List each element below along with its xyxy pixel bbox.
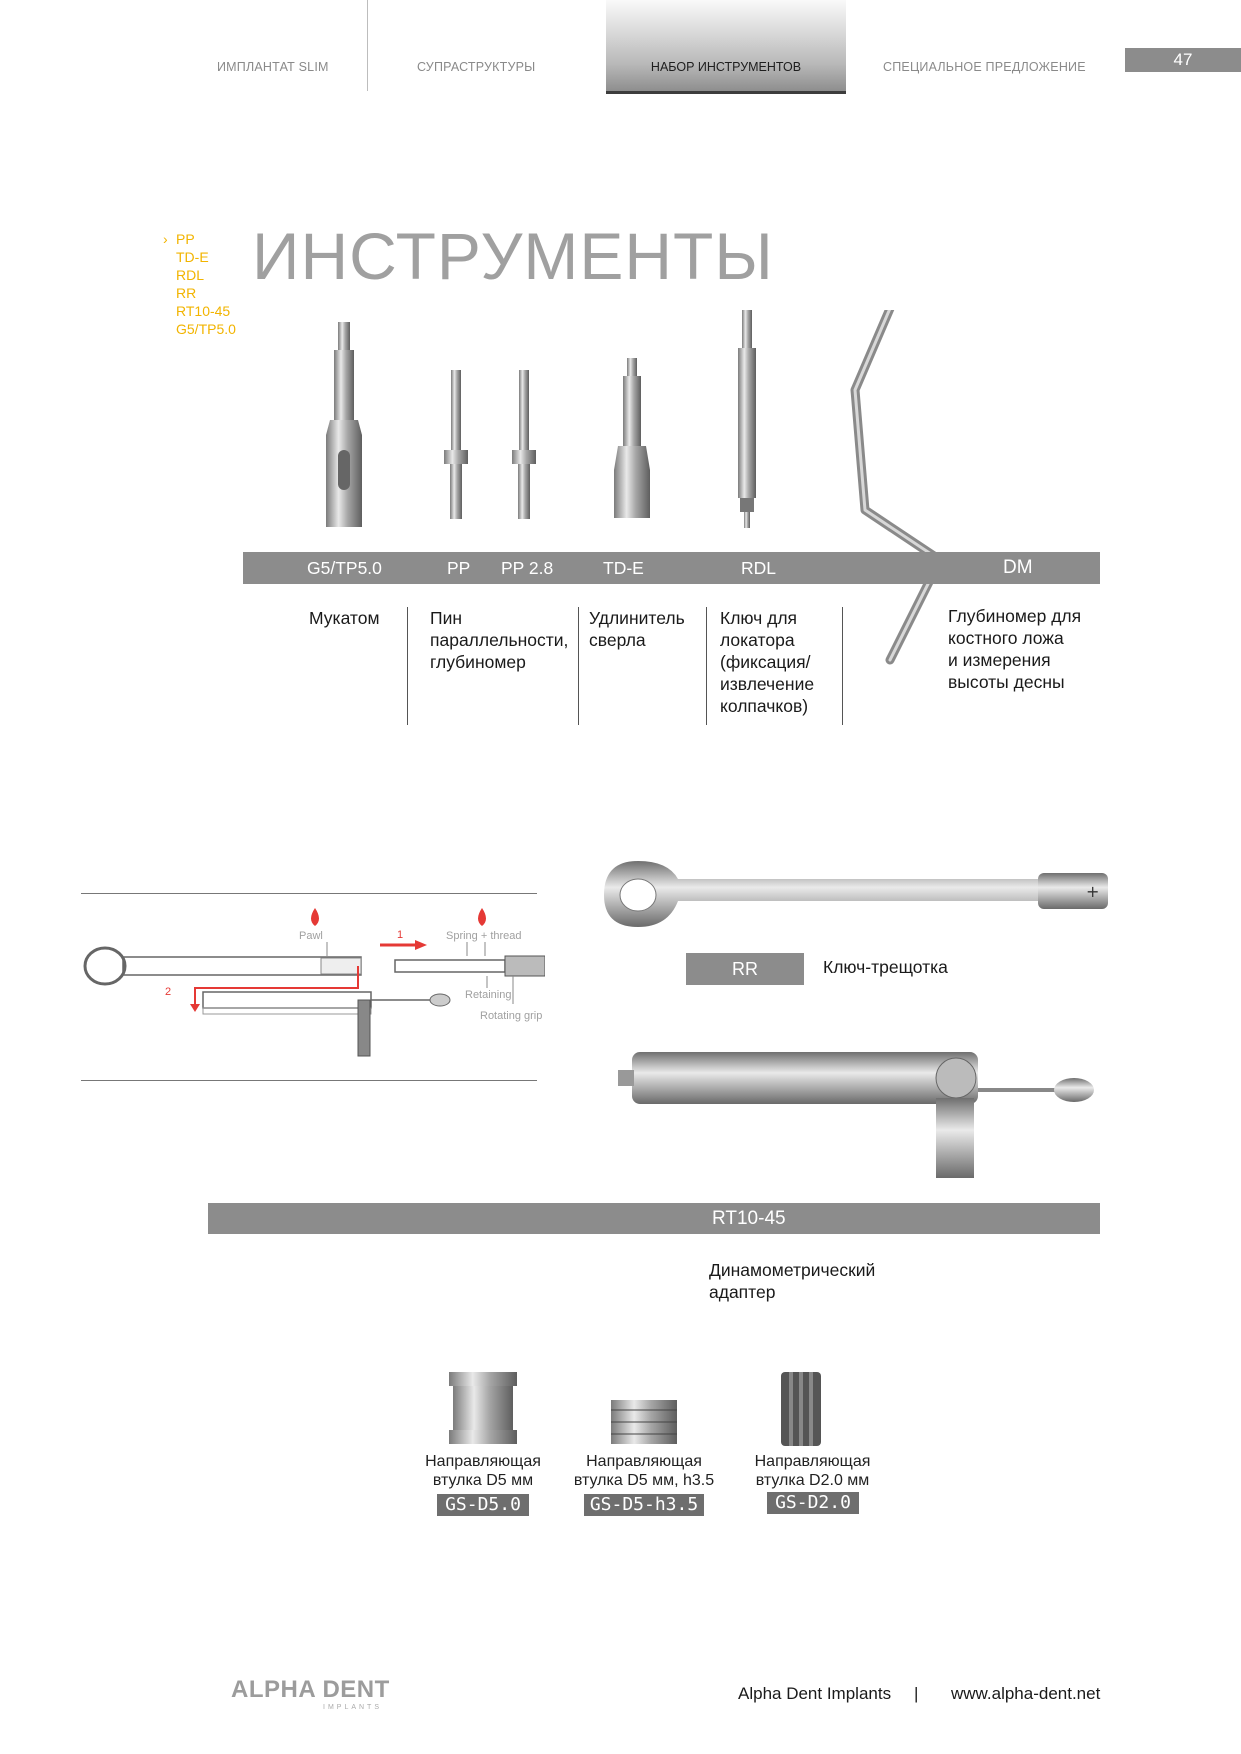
page-title: ИНСТРУМЕНТЫ [252,219,774,293]
code-index-item[interactable]: TD-E [176,249,209,265]
svg-text:+: + [1086,882,1100,901]
label-rotating-grip: Rotating grip [480,1010,543,1022]
description-rdl: Ключ для локатора (фиксация/ извлечение колпачков) [720,608,815,716]
label-step-1: 1 [397,929,404,941]
code-index-item[interactable]: G5/TP5.0 [176,321,236,337]
code-label-pp28: PP 2.8 [501,558,554,578]
sleeve-code: GS-D2.0 [767,1492,859,1514]
description-dm: Глубиномер для костного ложа и измерения высоты десны [948,606,1082,692]
code-label-rdl: RDL [741,558,777,578]
column-divider [706,607,707,725]
instrument-code-bar [243,552,1100,584]
ratchet-assembly-diagram [75,900,545,1075]
ratchet-name: Ключ-трещотка [823,957,948,977]
arrow-right-icon [415,940,427,950]
guide-sleeve-images [445,1370,825,1448]
footer-logo: ALPHA DENT [231,1676,390,1703]
label-retaining: Retaining [465,989,512,1001]
footer-company: Alpha Dent Implants [738,1684,892,1703]
sleeve-gs-d5-h35-image [611,1400,677,1444]
nav-item-label: НАБОР ИНСТРУМЕНТОВ [650,60,802,74]
nav-item-slim-implant[interactable]: ИМПЛАНТАТ SLIM [217,60,329,74]
description-tde: Удлинитель сверла [589,608,685,650]
nav-item-instrument-set[interactable] [606,0,846,94]
ratchet-wrench-image [598,855,1110,935]
footer-logo-sub: IMPLANTS [323,1704,383,1711]
code-index-item[interactable]: RT10-45 [176,303,231,319]
ratchet-code: RR [686,953,804,985]
sleeve-label: Направляющая втулка D2.0 мм [754,1453,871,1489]
sleeve-code: GS-D5.0 [437,1494,529,1516]
label-pawl: Pawl [299,930,323,942]
diagram-top-rule [81,893,537,894]
code-index-item[interactable]: PP [176,231,195,247]
column-divider [842,607,843,725]
parallel-pin-image [444,370,468,519]
oil-drop-icon [478,908,486,926]
footer-website-link[interactable]: www.alpha-dent.net [951,1684,1101,1703]
code-label-pp: PP [447,558,471,578]
column-divider [578,607,579,725]
code-label-dm: DM [1003,557,1033,578]
depth-gauge-image [855,310,940,660]
page-number: 47 [1125,48,1241,72]
nav-item-special-offer[interactable]: СПЕЦИАЛЬНОЕ ПРЕДЛОЖЕНИЕ [883,60,1086,74]
sleeve-code: GS-D5-h3.5 [584,1494,704,1516]
label-step-2: 2 [165,986,172,998]
diagram-bottom-rule [81,1080,537,1081]
sleeve-gs-d5-image [449,1372,517,1444]
code-label-tde: TD-E [603,558,644,578]
description-pp: Пин параллельности, глубиномер [430,608,569,672]
sleeve-label: Направляющая втулка D5 мм [425,1453,541,1489]
sleeve-gs-d20-image [781,1372,821,1446]
column-divider [407,607,408,725]
label-spring-thread: Spring + thread [446,930,522,942]
code-index-item[interactable]: RDL [176,267,205,283]
parallel-pin-28-image [512,370,536,519]
torque-adapter-image [618,1040,1108,1182]
sleeve-label: Направляющая втулка D5 мм, h3.5 [573,1453,715,1489]
torque-name: Динамометрический адаптер [709,1260,876,1302]
code-index-item[interactable]: RR [176,285,197,301]
chevron-right-icon: › [163,231,168,247]
nav-divider [367,0,368,91]
code-index [176,230,236,338]
nav-item-superstructures[interactable]: СУПРАСТРУКТУРЫ [417,60,536,74]
locator-key-image [738,310,756,528]
mucotome-image [326,322,362,527]
oil-drop-icon [311,908,319,926]
drill-extension-image [614,358,650,518]
torque-code-bar [208,1203,1100,1234]
code-label-g5: G5/TP5.0 [307,558,382,578]
arrow-down-icon [190,1004,200,1012]
torque-code: RT10-45 [712,1208,786,1229]
footer-separator: | [914,1684,919,1703]
description-g5: Мукатом [309,608,380,628]
